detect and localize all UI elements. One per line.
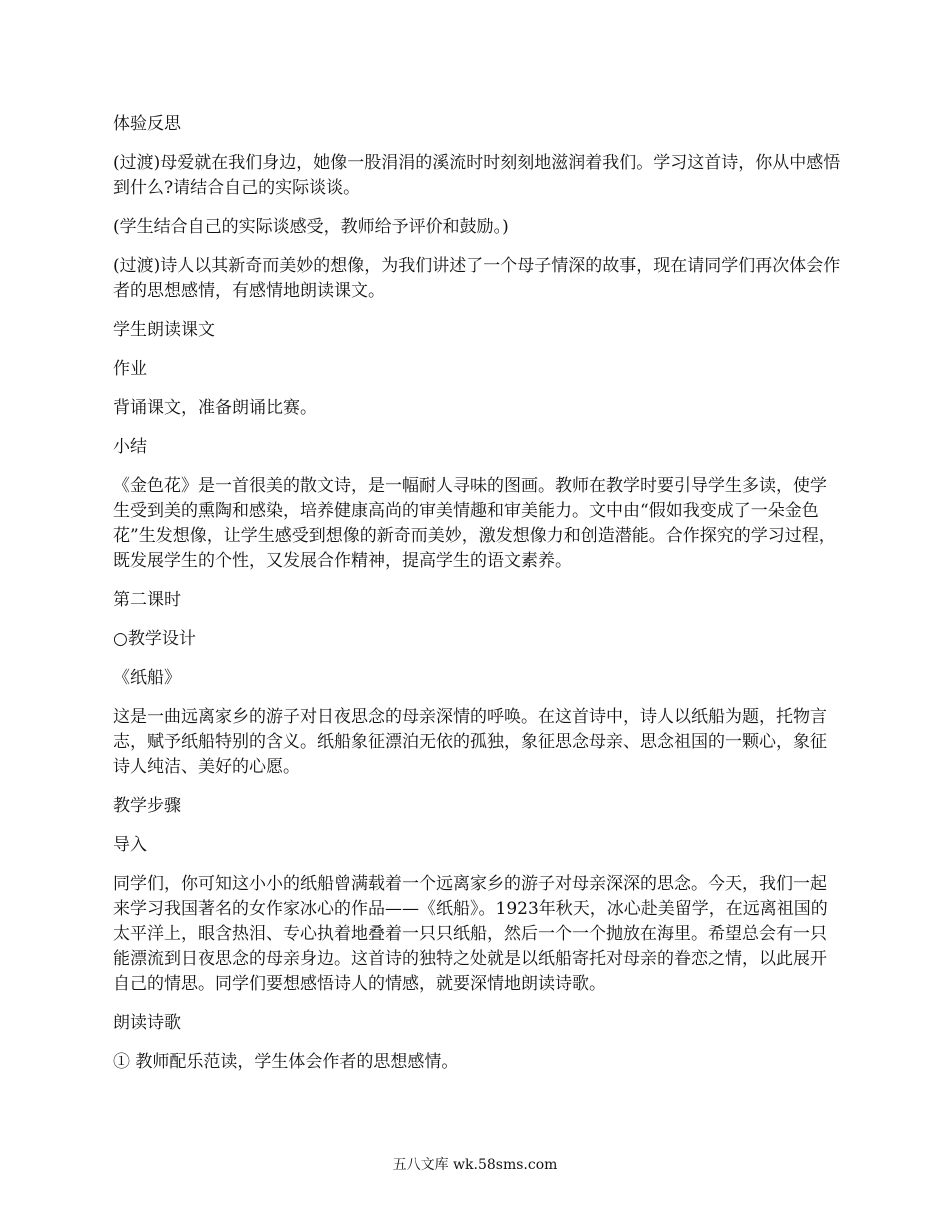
heading-homework: 作业 [113, 359, 147, 379]
paragraph-paper-boat-intro: 这是一曲远离家乡的游子对日夜思念的母亲深情的呼唤。在这首诗中，诗人以纸船为题，托物言志，赋予纸船特别的含义。纸船象征漂泊无依的孤独，象征思念母亲、思念祖国的一颗心，象征诗人纯洁、美好的心愿。 [113, 707, 827, 777]
heading-paper-boat: 《纸船》 [113, 668, 181, 688]
heading-introduction: 导入 [113, 835, 147, 855]
paragraph-summary: 《金色花》是一首很美的散文诗，是一幅耐人寻味的图画。教师在教学时要引导学生多读，使学生受到美的熏陶和感染，培养健康高尚的审美情趣和审美能力。文中由“假如我变成了一朵金色花”生发想像，让学生感受到想像的新奇而美妙，激发想像力和创造潜能。合作探究的学习过程，既发展学生的个性，又发展合作精神，提高学生的语文素养。 [113, 476, 836, 571]
heading-teaching-design: ○教学设计 [113, 629, 196, 649]
footer-watermark: 五八文库 wk.58sms.com [392, 1157, 558, 1173]
heading-second-lesson: 第二课时 [113, 590, 181, 610]
paragraph-homework: 背诵课文，准备朗诵比赛。 [113, 398, 317, 418]
paragraph-introduction: 同学们，你可知这小小的纸船曾满载着一个远离家乡的游子对母亲深深的思念。今天，我们一起来学习我国著名的女作家冰心的作品——《纸船》。1923年秋天，冰心赴美留学，在远离祖国的太平洋上，眼含热泪、专心执着地叠着一只只纸船，然后一个一个抛放在海里。希望总会有一只能漂流到日夜思念的母亲身边。这首诗的独特之处就是以纸船寄托对母亲的眷恋之情，以此展开自己的情思。同学们要想感悟诗人的情感，就要深情地朗读诗歌。 [113, 874, 828, 994]
heading-reflection: 体验反思 [113, 114, 181, 134]
heading-read-poem: 朗读诗歌 [113, 1013, 181, 1033]
heading-teaching-steps: 教学步骤 [113, 796, 181, 816]
heading-student-reading: 学生朗读课文 [113, 320, 215, 340]
heading-summary: 小结 [113, 437, 147, 457]
paragraph-step-1: ① 教师配乐范读，学生体会作者的思想感情。 [113, 1052, 459, 1072]
document-body [113, 112, 841, 1089]
paragraph-student-feedback: (学生结合自己的实际谈感受，教师给予评价和鼓励。) [113, 217, 509, 237]
paragraph-transition-2: (过渡)诗人以其新奇而美妙的想像，为我们讲述了一个母子情深的故事，现在请同学们再次体会作者的思想感情，有感情地朗读课文。 [113, 256, 841, 301]
paragraph-transition-1: (过渡)母爱就在我们身边，她像一股涓涓的溪流时时刻刻地滋润着我们。学习这首诗，你从中感悟到什么?请结合自己的实际谈谈。 [113, 153, 841, 198]
